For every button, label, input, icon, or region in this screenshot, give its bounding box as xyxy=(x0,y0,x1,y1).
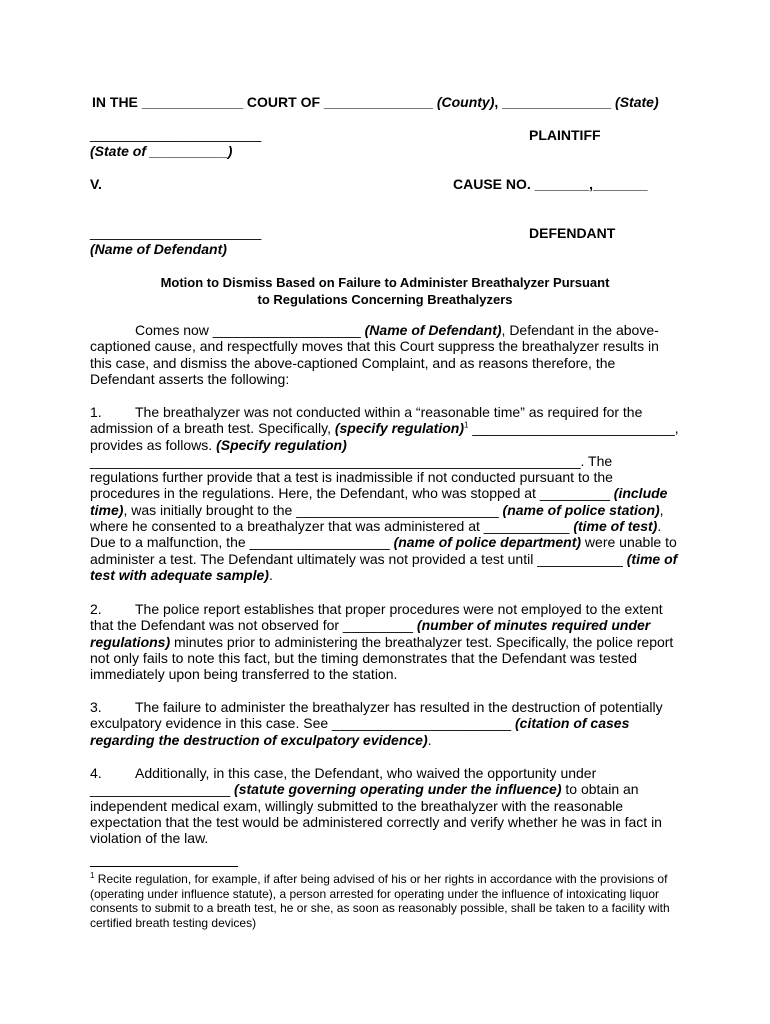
county-label: (County) xyxy=(436,94,495,110)
p4-text: Additionally, in this case, the Defendant, who waived the opportunity under __________________ xyxy=(90,765,597,798)
defendant-name: (Name of Defendant) xyxy=(90,241,227,257)
intro-defendant-placeholder: (Name of Defendant) xyxy=(364,322,502,338)
intro-text-cont: , Defendant in the above-captioned cause, and respectfully moves that this Court suppress the breathalyzer results in this case, and dismiss the above-captioned Complaint, and as reasons therefore, the Defendant asserts the following: xyxy=(90,322,659,387)
p1-specify-placeholder: (Specify regulation) xyxy=(216,436,347,453)
cause-number: CAUSE NO. _______,_______ xyxy=(453,176,648,192)
state-blank: ______________ xyxy=(502,94,612,110)
p1-regulation-placeholder: (specify regulation) xyxy=(334,420,464,437)
p1-adequate-sample-placeholder: (time of test with adequate sample) xyxy=(90,550,678,583)
plaintiff-blank: ______________________ xyxy=(90,126,262,142)
paragraph-2 xyxy=(90,601,682,682)
state-label: (State) xyxy=(615,94,659,110)
p1-text-6: . Due to a malfunction, the __________________ xyxy=(90,518,662,551)
p1-text-3: _______________________________________________________________. The regulations further provide that a test is inadmissible if not conducted pursuant to the procedures in the regulations. Here, the Defendant, who was stopped at _________ xyxy=(90,452,614,502)
footnote-text: Recite regulation, for example, if after being advised of his or her rights in accordance with the provisions of (operating under influence statute), a person arrested for operating under the influence of intoxicating liquor consents to submit to a breath test, he or she, as soon as reasonably possible, shall be taken to a facility with certified breath testing devices) xyxy=(90,872,670,930)
p1-text-8: . xyxy=(268,566,273,583)
court-in-the: IN THE xyxy=(92,94,138,110)
paragraph-number: 3. xyxy=(90,699,102,715)
title-line-2: to Regulations Concerning Breathalyzers xyxy=(257,292,513,307)
defendant-label: DEFENDANT xyxy=(529,225,616,241)
p2-minutes-placeholder: (number of minutes required under regulations) xyxy=(90,617,651,650)
plaintiff-name: (State of __________) xyxy=(90,143,233,159)
versus-label: V. xyxy=(90,176,102,192)
p1-department-placeholder: (name of police department) xyxy=(393,534,582,551)
footnote-ref: 1 xyxy=(464,420,469,430)
intro-paragraph xyxy=(90,322,682,387)
p2-text: The police report establishes that proper procedures were not employed to the extent that the Defendant was not observed for _________ xyxy=(90,601,663,634)
p1-text-7: were unable to administer a test. The Defendant ultimately was not provided a test until ___________ xyxy=(90,534,677,567)
p1-text-2: __________________________, provides as follows. xyxy=(90,420,679,453)
county-blank: ______________ xyxy=(323,94,433,110)
p3-citation-placeholder: (citation of cases regarding the destruction of exculpatory evidence) xyxy=(90,715,630,748)
p1-text: The breathalyzer was not conducted within a “reasonable time” as required for the admission of a breath test. Specifically, xyxy=(90,404,643,437)
footnote-separator xyxy=(90,866,238,867)
court-blank: _____________ xyxy=(141,94,244,110)
p1-text-4: , was initially brought to the __________________________ xyxy=(123,501,503,518)
p1-text-5: , where he consented to a breathalyzer that was administered at ___________ xyxy=(90,501,664,535)
paragraph-number: 2. xyxy=(90,601,102,617)
p1-test-time-placeholder: (time of test) xyxy=(573,518,658,535)
paragraph-3 xyxy=(90,699,682,748)
p3-text: The failure to administer the breathalyzer has resulted in the destruction of potentially exculpatory evidence in this case. See _______________________ xyxy=(90,699,663,732)
court-line xyxy=(92,94,659,110)
plaintiff-label: PLAINTIFF xyxy=(529,127,601,143)
defendant-blank: ______________________ xyxy=(90,224,262,240)
p3-text-2: . xyxy=(427,731,432,748)
p4-statute-placeholder: (statute governing operating under the influence) xyxy=(234,781,562,798)
paragraph-number: 4. xyxy=(90,765,102,781)
footnote xyxy=(90,872,682,930)
paragraph-number: 1. xyxy=(90,404,102,420)
court-of: COURT OF xyxy=(246,94,321,110)
p2-text-2: minutes prior to administering the breathalyzer test. Specifically, the police report not only fails to note this fact, but the timing demonstrates that the Defendant was tested immediately upon being transferred to the station. xyxy=(90,633,674,683)
paragraph-1 xyxy=(90,404,682,583)
title-line-1: Motion to Dismiss Based on Failure to Administer Breathalyzer Pursuant xyxy=(160,275,610,290)
paragraph-4 xyxy=(90,765,682,846)
p4-text-2: to obtain an independent medical exam, willingly submitted to the breathalyzer with the reasonable expectation that the test would be administered correctly and verify whether he was in fact in violation of the law. xyxy=(90,781,662,847)
intro-text: Comes now ___________________ xyxy=(135,322,365,338)
court-comma: , xyxy=(494,94,499,110)
p1-station-placeholder: (name of police station) xyxy=(502,501,660,518)
p1-time-placeholder: (include time) xyxy=(90,485,668,518)
document-title xyxy=(90,274,680,308)
footnote-mark: 1 xyxy=(90,871,95,880)
